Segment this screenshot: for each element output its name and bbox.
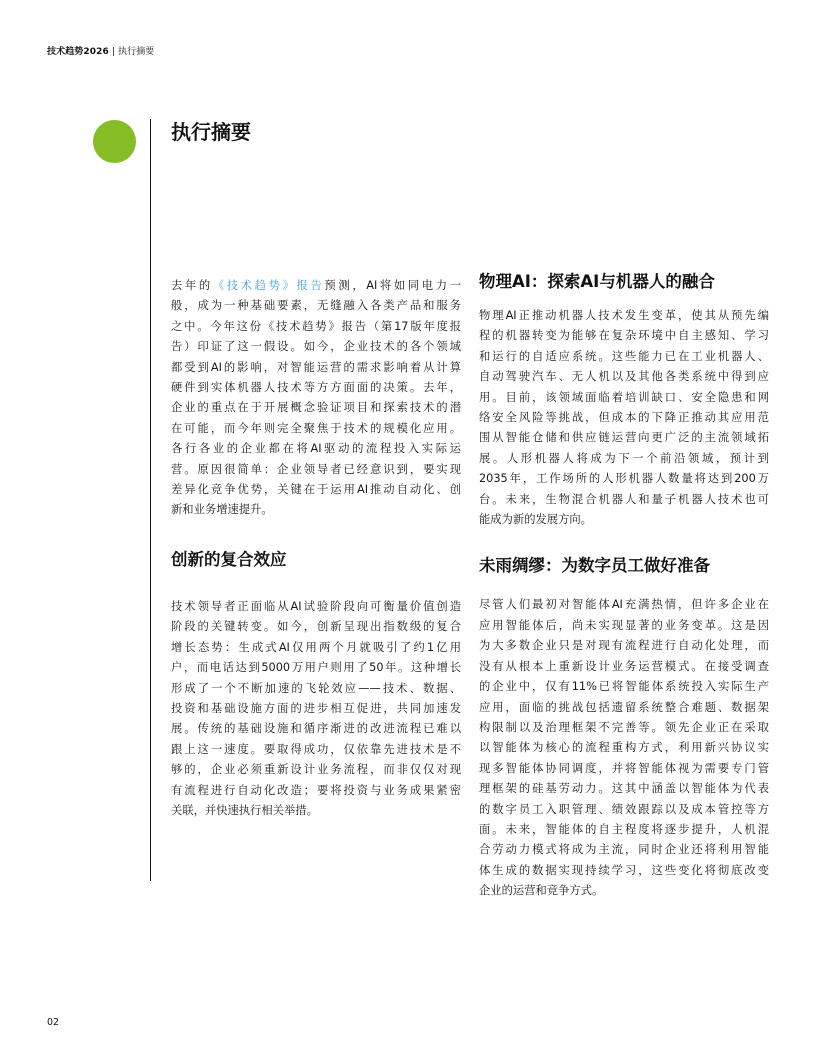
intro-line: 告）印证了这一假设。如今，企业技术的各个领域 bbox=[171, 340, 461, 354]
paragraph-line: 理框架的硅基劳动力。这其中涵盖以智能体为代表 bbox=[479, 782, 769, 796]
running-header bbox=[47, 44, 154, 57]
intro-line: 在可能，而今年则完全聚焦于技术的规模化应用。 bbox=[171, 421, 461, 435]
paragraph-line: 展。人形机器人将成为下一个前沿领域，预计到 bbox=[479, 451, 769, 465]
paragraph-line: 尽管人们最初对智能体AI充满热情，但许多企业在 bbox=[479, 598, 769, 612]
intro-line-prefix: 去年的 bbox=[171, 279, 213, 292]
paragraph-line: 以智能体为核心的流程重构方式，利用新兴协议实 bbox=[479, 741, 769, 755]
paragraph-line: 和运行的自适应系统。这些能力已在工业机器人、 bbox=[479, 349, 769, 363]
intro-paragraph bbox=[171, 276, 461, 521]
paragraph-line: 关联，并快速执行相关举措。 bbox=[171, 803, 318, 817]
paragraph-line: 台。未来，生物混合机器人和量子机器人技术也可 bbox=[479, 492, 769, 506]
paragraph-line: 户，而电话达到5000万用户则用了50年。这种增长 bbox=[171, 661, 461, 675]
intro-line: 营。原因很简单：企业领导者已经意识到，要实现 bbox=[171, 462, 461, 476]
intro-line: 企业的重点在于开展概念验证项目和探索技术的潜 bbox=[171, 401, 461, 415]
publication-name: 技术趋势2026 bbox=[47, 47, 109, 57]
intro-line: 新和业务增速提升。 bbox=[171, 503, 273, 517]
paragraph-line: 形成了一个不断加速的飞轮效应——技术、数据、 bbox=[171, 681, 461, 695]
paragraph-line: 应用智能体后，尚未实现显著的业务变革。这是因 bbox=[479, 618, 769, 632]
paragraph-line: 增长态势：生成式AI仅用两个月就吸引了约1亿用 bbox=[171, 640, 461, 654]
left-column bbox=[171, 276, 461, 821]
paragraph-line: 自动驾驶汽车、无人机以及其他各类系统中得到应 bbox=[479, 370, 769, 384]
paragraph-line: 络安全风险等挑战，但成本的下降正推动其应用范 bbox=[479, 411, 769, 425]
paragraph-line: 企业的运营和竞争方式。 bbox=[479, 884, 604, 898]
paragraph-line: 展。传统的基础设施和循序渐进的改进流程已难以 bbox=[171, 722, 461, 736]
paragraph-line: 为大多数企业只是对现有流程进行自动化处理，而 bbox=[479, 639, 769, 653]
paragraph-line: 物理AI正推动机器人技术发生变革，使其从预先编 bbox=[479, 309, 769, 322]
intro-line: 般，成为一种基础要素，无缝融入各类产品和服务 bbox=[171, 299, 461, 313]
paragraph-line: 技术领导者正面临从AI试验阶段向可衡量价值创造 bbox=[171, 599, 461, 613]
intro-line: 都受到AI的影响，对智能运营的需求影响着从计算 bbox=[171, 360, 461, 374]
compound-innovation-paragraph bbox=[171, 597, 461, 821]
paragraph-line: 构限制以及治理框架不完善等。领先企业正在采取 bbox=[479, 720, 769, 734]
paragraph-line: 跟上这一速度。要取得成功，仅依靠先进技术是不 bbox=[171, 742, 461, 756]
paragraph-line: 有流程进行自动化改造；要将投资与业务成果紧密 bbox=[171, 783, 461, 797]
paragraph-line: 合劳动力模式将成为主流，同时企业还将利用智能 bbox=[479, 843, 769, 857]
intro-line bbox=[171, 276, 461, 296]
paragraph-line: 现多智能体协同调度，并将智能体视为需要专门管 bbox=[479, 761, 769, 775]
paragraph-line: 围从智能仓储和供应链运营向更广泛的主流领域拓 bbox=[479, 431, 769, 445]
right-column bbox=[479, 270, 769, 902]
page-number: 02 bbox=[47, 1017, 60, 1028]
digital-workforce-paragraph bbox=[479, 595, 769, 901]
paragraph-line: 面。未来，智能体的自主程度将逐步提升，人机混 bbox=[479, 822, 769, 836]
paragraph-line: 的企业中，仅有11%已将智能体系统投入实际生产 bbox=[479, 680, 769, 694]
section-heading-digital-workforce: 未雨绸缪：为数字员工做好准备 bbox=[479, 556, 710, 576]
intro-line: 各行各业的企业都在将AI驱动的流程投入实际运 bbox=[171, 442, 461, 456]
paragraph-line: 程的机器转变为能够在复杂环境中自主感知、学习 bbox=[479, 329, 769, 343]
intro-line: 差异化竞争优势，关键在于运用AI推动自动化、创 bbox=[171, 483, 461, 497]
paragraph-line: 用。目前，该领域面临着培训缺口、安全隐患和网 bbox=[479, 390, 769, 404]
intro-line: 硬件到实体机器人技术等方方面面的决策。去年， bbox=[171, 381, 461, 395]
trends-report-link[interactable]: 《技术趋势》报告 bbox=[212, 279, 325, 292]
paragraph-line: 体生成的数据实现持续学习，这些变化将彻底改变 bbox=[479, 863, 769, 877]
accent-circle-icon bbox=[93, 120, 136, 163]
intro-line-suffix: 预测，AI将如同电力一 bbox=[324, 279, 461, 292]
paragraph-line: 没有从根本上重新设计业务运营模式。在接受调查 bbox=[479, 659, 769, 673]
paragraph-line: 的数字员工入职管理、绩效跟踪以及成本管控等方 bbox=[479, 802, 769, 816]
paragraph-line: 够的，企业必须重新设计业务流程，而非仅仅对现 bbox=[171, 763, 461, 777]
intro-line: 之中。今年这份《技术趋势》报告（第17版年度报 bbox=[171, 319, 461, 333]
paragraph-line: 2035年，工作场所的人形机器人数量将达到200万 bbox=[479, 472, 769, 486]
section-heading-compound-innovation: 创新的复合效应 bbox=[171, 549, 287, 569]
header-separator: | bbox=[111, 47, 115, 57]
section-heading-physical-ai: 物理AI：探索AI与机器人的融合 bbox=[479, 272, 715, 291]
paragraph-line: 能成为新的发展方向。 bbox=[479, 513, 592, 527]
paragraph-line: 投资和基础设施方面的进步相互促进，共同加速发 bbox=[171, 701, 461, 715]
paragraph-line: 阶段的关键转变。如今，创新呈现出指数级的复合 bbox=[171, 620, 461, 634]
vertical-divider bbox=[150, 119, 151, 881]
page-title: 执行摘要 bbox=[171, 120, 251, 144]
paragraph-line: 应用，面临的挑战包括遗留系统整合难题、数据架 bbox=[479, 700, 769, 714]
physical-ai-paragraph bbox=[479, 306, 769, 530]
header-section-name: 执行摘要 bbox=[118, 47, 155, 57]
